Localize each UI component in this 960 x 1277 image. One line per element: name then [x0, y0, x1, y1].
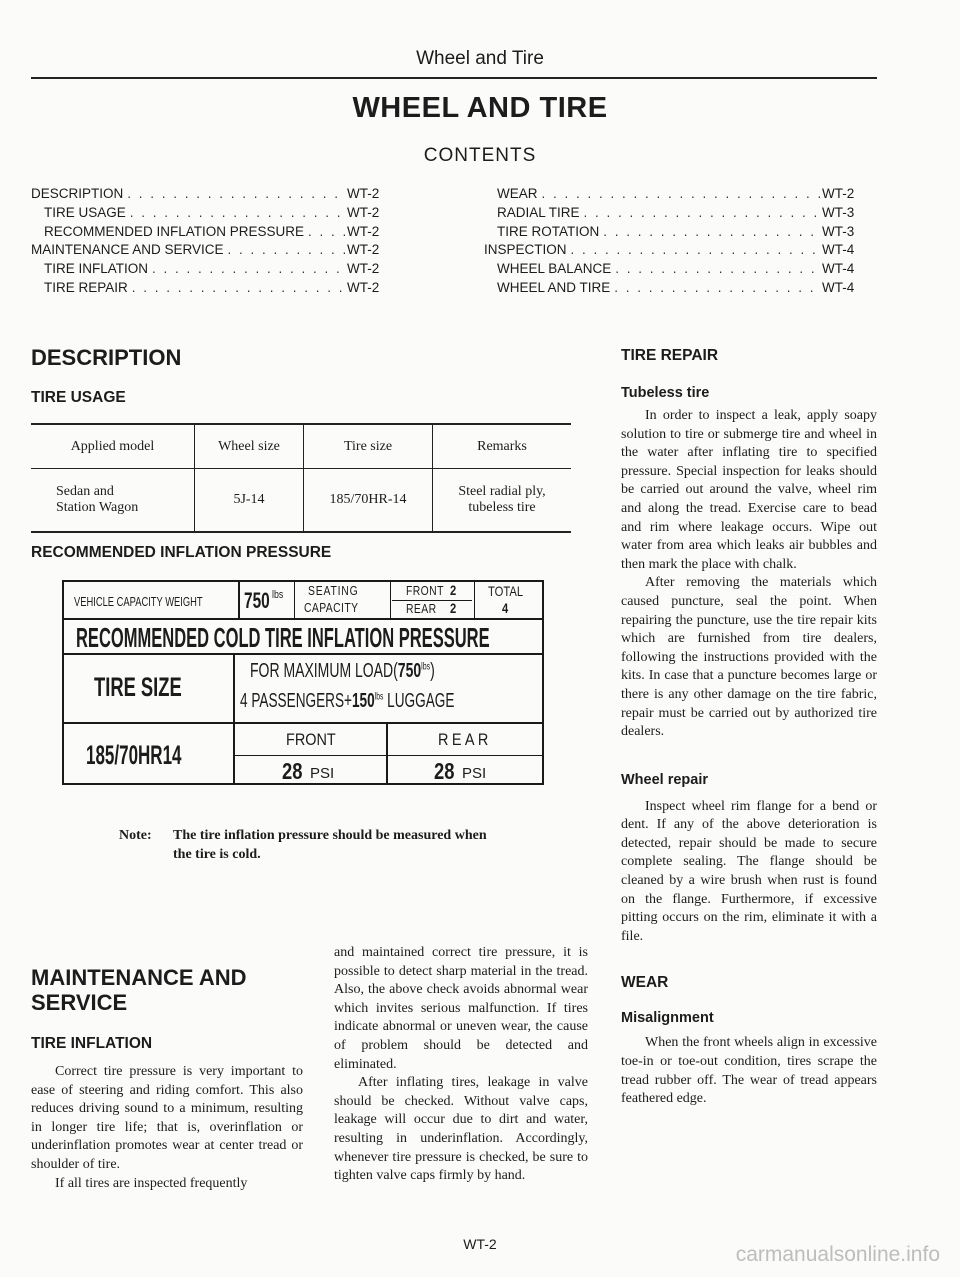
description-heading: DESCRIPTION — [31, 345, 182, 370]
toc-leader-dots — [224, 242, 347, 257]
toc-leader-dots — [126, 205, 347, 220]
toc-entry-label: WHEEL AND TIRE — [497, 279, 611, 295]
toc-entry — [31, 224, 393, 243]
tire-repair-heading: TIRE REPAIR — [621, 347, 719, 364]
table-row — [31, 469, 571, 533]
toc-entry-label: TIRE ROTATION — [497, 223, 600, 239]
vehicle-capacity-label: VEHICLE CAPACITY WEIGHT — [74, 594, 203, 609]
toc-entry-page: WT-2 — [347, 242, 380, 258]
rear-seat-label: REAR — [406, 601, 437, 616]
remarks-line: Steel radial ply, — [458, 484, 546, 499]
front-seat-label: FRONT — [406, 583, 444, 598]
luggage-unit: lbs — [374, 691, 384, 703]
placard-divider — [390, 582, 391, 618]
toc-entry-label: TIRE USAGE — [44, 204, 126, 220]
toc-leader-dots — [599, 224, 822, 239]
tire-inflation-paragraph: Correct tire pressure is very important to ease of steering and riding comfort. This also reduces driving sound to a minimum, resulting in longer tire life; that is, overinflation or underinflation promotes wear at center tread or shoulder of tire. — [31, 1064, 303, 1172]
toc-entry-page: WT-2 — [347, 186, 380, 201]
toc-entry-page: WT-2 — [822, 186, 855, 201]
toc-leader-dots — [123, 186, 347, 201]
running-header: Wheel and Tire — [416, 48, 544, 69]
toc-entry-page: WT-4 — [822, 261, 855, 277]
placard-divider — [294, 582, 295, 618]
tire-size-label: TIRE SIZE — [94, 672, 182, 702]
toc-entry — [484, 261, 868, 280]
wear-heading: WEAR — [621, 974, 669, 992]
placard-divider — [233, 655, 235, 783]
toc-entry-page: WT-3 — [822, 223, 855, 239]
placard-divider — [64, 722, 542, 724]
page-number: WT-2 — [463, 1236, 497, 1252]
rear-header: REAR — [438, 730, 492, 749]
table-cell-model — [31, 469, 195, 533]
toc-leader-dots — [567, 242, 822, 257]
model-line: Sedan and — [56, 484, 114, 499]
toc-entry — [484, 280, 868, 299]
wheel-repair-paragraph: Inspect wheel rim flange for a bend or dent. If any of the above deterioration is detected, repair should be made to secure complete sealing. The flange should be cleaned by a wire brush when rust is found on the flange. Furthermore, if excessive pitting occurs on the rim, eliminate it with a file. — [621, 798, 877, 944]
max-load-suffix: ) — [430, 660, 435, 682]
maintenance-heading-line: SERVICE — [31, 990, 128, 1015]
inflation-pressure-placard — [62, 580, 544, 785]
note-label: Note: — [119, 828, 152, 843]
toc-leader-dots — [611, 261, 822, 276]
inflation-pressure-heading: RECOMMENDED INFLATION PRESSURE — [31, 544, 332, 561]
luggage-suffix: LUGGAGE — [383, 690, 455, 712]
toc-leader-dots — [538, 186, 823, 201]
rear-pressure-value: 28 — [434, 758, 455, 784]
toc-entry-page: WT-4 — [822, 242, 855, 258]
toc-entry — [31, 186, 393, 205]
remarks-line: tubeless tire — [468, 500, 536, 515]
inflation-continued-paragraph: and maintained correct tire pressure, it is possible to detect sharp material in the tread. Also, the above check avoids abnormal wear which invites serious malfunction. If tires indicate abnormal or uneven wear, the cause of problem should be detected and eliminated. — [334, 945, 588, 1072]
toc-entry-label: RADIAL TIRE — [497, 204, 580, 220]
toc-entry-label: DESCRIPTION — [31, 186, 124, 201]
table-header-cell: Remarks — [433, 424, 572, 469]
maintenance-column — [31, 965, 303, 1193]
table-cell-remarks — [433, 469, 572, 533]
toc-entry — [31, 280, 393, 299]
placard-divider — [238, 582, 240, 618]
toc-leader-dots — [304, 224, 347, 239]
lbs-unit: lbs — [272, 589, 284, 601]
toc-left-column — [31, 186, 393, 299]
seating-label: SEATING — [308, 583, 359, 598]
misalignment-paragraph: When the front wheels align in excessive toe-in or toe-out condition, tires scrape the tread rubber off. The wear of tread appears feathered edge. — [621, 1035, 877, 1107]
toc-entry-label: RECOMMENDED INFLATION PRESSURE — [44, 223, 305, 239]
passengers-prefix: 4 PASSENGERS+ — [240, 690, 352, 712]
toc-leader-dots — [148, 261, 347, 276]
toc-right-column — [484, 186, 868, 299]
passengers-line — [240, 690, 454, 713]
toc-entry-page: WT-2 — [347, 223, 380, 239]
tire-usage-table — [31, 423, 571, 533]
toc-leader-dots — [580, 205, 822, 220]
tire-usage-heading: TIRE USAGE — [31, 389, 126, 406]
toc-entry — [31, 261, 393, 280]
misalignment-heading: Misalignment — [621, 1010, 714, 1027]
toc-entry-label: WHEEL BALANCE — [497, 261, 612, 277]
toc-leader-dots — [610, 280, 822, 295]
tubeless-paragraph: After removing the materials which caused puncture, seal the point. When repairing the puncture, use the tire repair kits which are furnished from tire dealers, following the instructions provided with the kits. In case that a puncture becomes large or there is any other damage on the tire fabric, repair must be carried out by authorized tire dealers. — [621, 575, 877, 740]
note-line-1: The tire inflation pressure should be measured when — [173, 828, 487, 843]
toc-entry-page: WT-2 — [347, 261, 380, 277]
placard-divider — [234, 755, 542, 756]
toc-entry-label: TIRE REPAIR — [44, 279, 128, 295]
front-seat-count: 2 — [450, 582, 457, 598]
placard-divider — [386, 724, 388, 783]
toc-entry-label: INSPECTION — [484, 242, 567, 258]
total-count: 4 — [502, 600, 509, 616]
placard-title: RECOMMENDED COLD TIRE INFLATION PRESSURE — [76, 622, 490, 653]
page-title: WHEEL AND TIRE — [352, 92, 608, 124]
tubeless-paragraph: In order to inspect a leak, apply soapy solution to tire or submerge tire and wheel in the water after inflating tire to specified pressure. Special inspection for leaks should be carried out around the valve, wheel rim and along the tread. Exercise care to bead and rim where leakage occurs. Wipe out water from area which leaks air bubbles and then mark the place with chalk. — [621, 408, 877, 572]
tire-inflation-paragraph: If all tires are inspected frequently — [55, 1175, 248, 1191]
placard-divider — [64, 618, 542, 620]
toc-entry — [484, 224, 868, 243]
header-rule — [31, 77, 877, 79]
capacity-label: CAPACITY — [304, 600, 359, 615]
placard-tire-size: 185/70HR14 — [86, 740, 182, 770]
capacity-weight-value: 750 — [244, 588, 270, 613]
table-header-cell: Wheel size — [195, 424, 304, 469]
table-header-row — [31, 424, 571, 469]
tubeless-tire-heading: Tubeless tire — [621, 385, 710, 401]
front-header: FRONT — [286, 730, 336, 749]
luggage-value: 150 — [351, 690, 375, 712]
note-line-2: the tire is cold. — [173, 847, 261, 862]
contents-title: CONTENTS — [423, 145, 537, 166]
toc-entry — [31, 242, 393, 261]
table-header-cell: Applied model — [31, 424, 195, 469]
toc-entry-page: WT-2 — [347, 204, 380, 220]
table-header-cell: Tire size — [304, 424, 433, 469]
rear-pressure-unit: PSI — [462, 765, 487, 782]
watermark: carmanualsonline.info — [735, 1243, 940, 1266]
toc-entry-label: MAINTENANCE AND SERVICE — [31, 242, 224, 258]
front-pressure-unit: PSI — [310, 765, 335, 782]
toc-entry — [31, 205, 393, 224]
maintenance-heading-line: MAINTENANCE AND — [31, 965, 247, 990]
valve-leak-paragraph: After inflating tires, leakage in valve should be checked. Without valve caps, leakage will occur due to dirt and water, resulting in underinflation. Accordingly, whenever tire pressure is checked, be sure to tighten valve caps firmly by hand. — [334, 1075, 588, 1184]
max-load-unit: lbs — [421, 661, 431, 673]
right-column — [621, 347, 877, 1109]
toc-entry — [484, 205, 868, 224]
middle-column — [334, 944, 588, 1186]
model-line: Station Wagon — [56, 500, 139, 515]
toc-entry-label: TIRE INFLATION — [44, 261, 149, 277]
front-pressure-value: 28 — [282, 758, 303, 784]
toc-leader-dots — [128, 280, 347, 295]
wheel-repair-heading: Wheel repair — [621, 771, 709, 788]
max-load-value: 750 — [397, 660, 422, 682]
maintenance-heading — [31, 965, 303, 1015]
toc-entry-page: WT-3 — [822, 204, 855, 220]
toc-entry — [484, 242, 868, 261]
toc-entry-label: WEAR — [497, 186, 538, 201]
table-cell-tire-size: 185/70HR-14 — [304, 469, 433, 533]
rear-seat-count: 2 — [450, 600, 457, 616]
max-load-prefix: FOR MAXIMUM LOAD( — [250, 660, 398, 682]
placard-divider — [474, 582, 475, 618]
total-label: TOTAL — [488, 583, 524, 599]
toc-entry-page: WT-2 — [347, 279, 380, 295]
tire-inflation-heading: TIRE INFLATION — [31, 1035, 153, 1052]
max-load-line — [250, 660, 435, 683]
toc-entry — [484, 186, 868, 205]
table-cell-wheel-size: 5J-14 — [195, 469, 304, 533]
toc-entry-page: WT-4 — [822, 279, 855, 295]
